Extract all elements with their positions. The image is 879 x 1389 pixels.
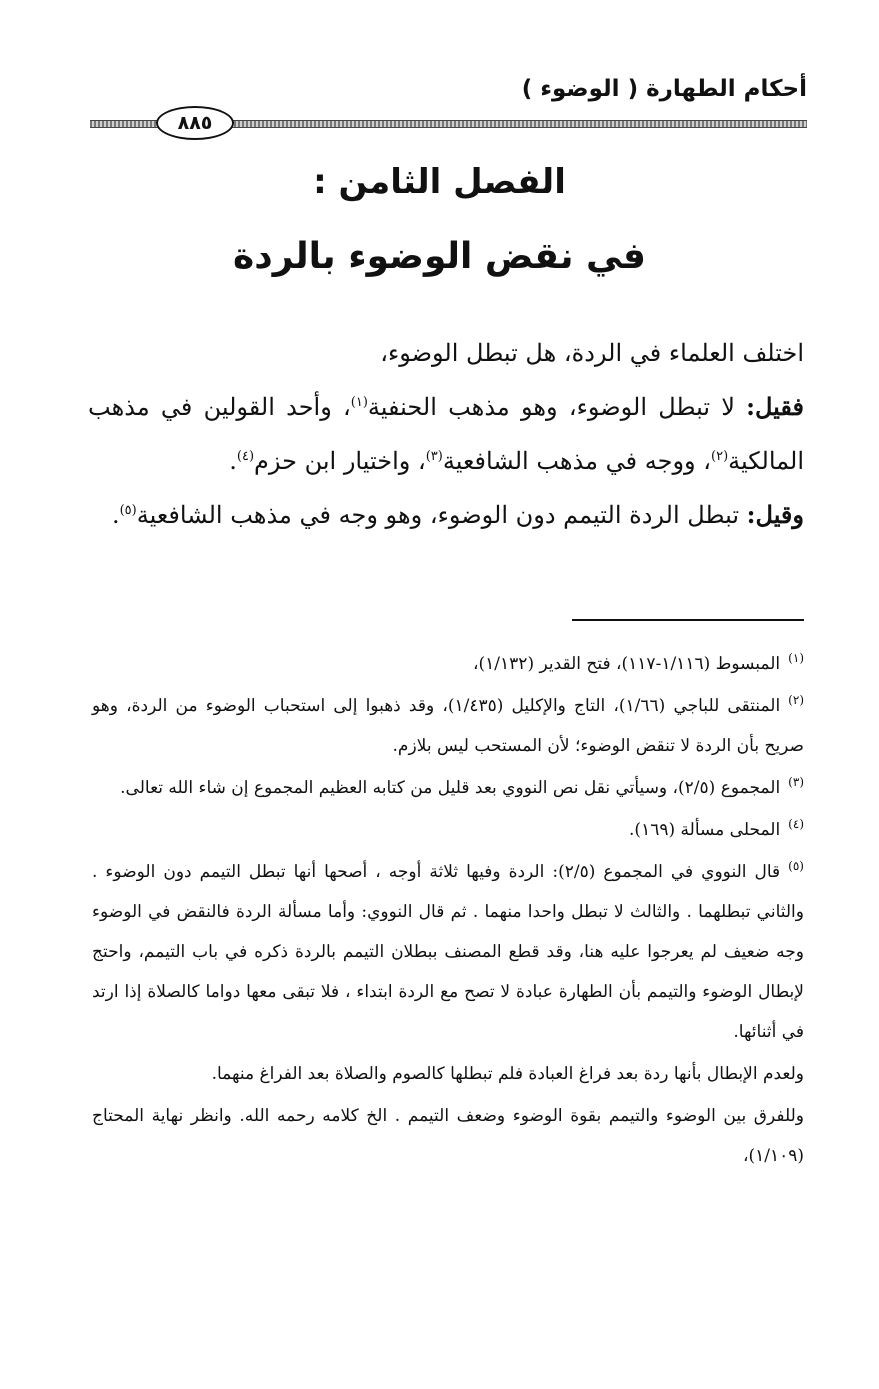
- footnote-5-continued: ولعدم الإبطال بأنها ردة بعد فراغ العبادة فلم تبطلها كالصوم والصلاة بعد الفراغ منهما.: [211, 1064, 804, 1084]
- footnote-ref: (٣): [425, 449, 443, 464]
- opinion-1-text: ، وأحد القولين في مذهب المالكية: [88, 393, 804, 475]
- body-text: [88, 326, 804, 542]
- footnote-ref: (٢): [711, 449, 729, 464]
- footnote-5: [92, 852, 804, 1052]
- footnote-text: المنتقى للباجي (١/٦٦)، التاج والإكليل (١/٤٣٥)، وقد ذهبوا إلى استحباب الوضوء من الردة، وهو صريح بأن الردة لا تنقض الوضوء؛ لأن المستحب ليس بلازم.: [92, 696, 804, 756]
- footnote-number: (٤): [788, 817, 804, 832]
- opinion-2-text: تبطل الردة التيمم دون الوضوء، وهو وجه في مذهب الشافعية: [136, 501, 747, 529]
- footnote-4: [92, 810, 804, 850]
- footnotes: [92, 644, 804, 1178]
- opinion-1-lead: فقيل:: [746, 392, 805, 421]
- footnote-ref: (١): [350, 395, 368, 410]
- footnote-3: [92, 768, 804, 808]
- footnote-ref: (٥): [119, 503, 137, 518]
- running-title: أحكام الطهارة ( الوضوء ): [521, 76, 807, 102]
- opinion-1-text: ، واختيار ابن حزم: [254, 447, 426, 475]
- footnote-number: (٢): [788, 693, 804, 708]
- footnote-text: المحلى مسألة (١٦٩).: [629, 820, 781, 840]
- footnote-5-continued: وللفرق بين الوضوء والتيمم بقوة الوضوء وضعف التيمم . الخ كلامه رحمه الله. وانظر نهاية المحتاج (١/١٠٩)،: [92, 1106, 804, 1166]
- footnote-ref: (٤): [236, 449, 255, 464]
- opinion-1-text: ، ووجه في مذهب الشافعية: [442, 447, 712, 475]
- opinion-2-lead: وقيل:: [746, 500, 804, 529]
- opinion-2-paragraph: [88, 488, 804, 542]
- chapter-label: الفصل الثامن :: [313, 162, 566, 202]
- footnote-number: (٥): [788, 859, 804, 874]
- opinion-1-paragraph: [88, 380, 804, 488]
- footnote-text: قال النووي في المجموع (٢/٥): الردة وفيها ثلاثة أوجه ، أصحها أنها تبطل التيمم دون الوضوء . والثاني تبطلهما . والثالث لا تبطل واحدا منهما . ثم قال النووي: وأما مسألة الردة فالنقض في الوضوء وجه ضعيف لم يعرجوا عليه هنا، وقد قطع المصنف ببطلان التيمم بالردة ذكره في باب التيمم، واحتج لإبطال الوضوء والتيمم بأن الطهارة عبادة لا تصح مع الردة ابتداء ، فلا تبقى معها دواما كالصلاة إذا ارتد في أثنائها.: [92, 862, 804, 1042]
- footnote-number: (٣): [788, 775, 804, 790]
- opinion-1-text: .: [229, 447, 237, 475]
- footnote-number: (١): [788, 651, 804, 666]
- footnote-separator: [572, 619, 804, 621]
- opinion-2-text: .: [111, 501, 120, 529]
- footnote-text: المبسوط (١/١١٦-١١٧)، فتح القدير (١/١٣٢)،: [473, 654, 781, 674]
- footnote-2: [92, 686, 804, 766]
- opinion-1-text: لا تبطل الوضوء، وهو مذهب الحنفية: [367, 393, 747, 421]
- page-number: ٨٨٥: [156, 106, 234, 140]
- chapter-title: في نقض الوضوء بالردة: [233, 236, 646, 277]
- footnote-text: المجموع (٢/٥)، وسيأتي نقل نص النووي بعد قليل من كتابه العظيم المجموع إن شاء الله تعالى.: [120, 778, 781, 798]
- footnote-1: [92, 644, 804, 684]
- intro-paragraph: اختلف العلماء في الردة، هل تبطل الوضوء،: [380, 339, 804, 367]
